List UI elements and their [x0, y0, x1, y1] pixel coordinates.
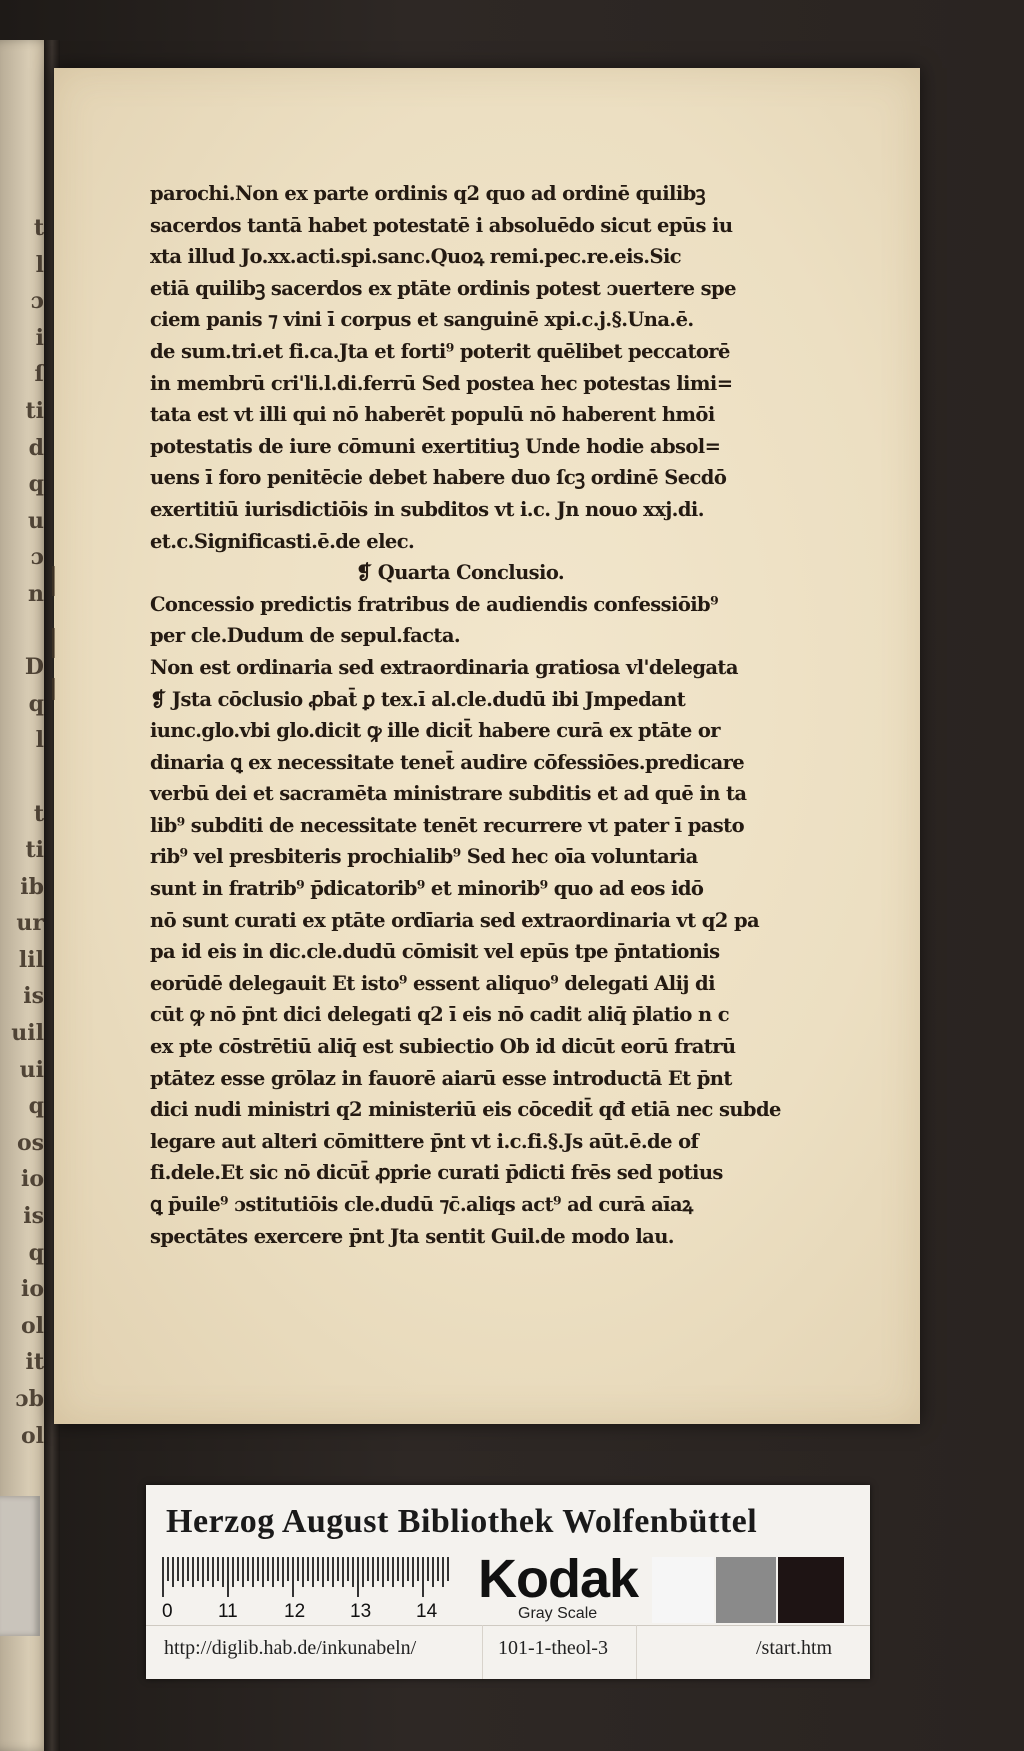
ruler-tick [177, 1557, 179, 1581]
text-line: fi.dele.Et sic nō dicūt̄ ꝓprie curati p̄dicti frēs sed potius [150, 1161, 723, 1185]
ruler-number: 14 [416, 1601, 438, 1622]
text-line: lib⁹ subditi de necessitate tenēt recurrere vt pater ī pasto [150, 813, 744, 837]
text-line: spectātes exercere p̄nt Jta sentit Guil.de modo lau. [150, 1224, 674, 1248]
text-line: iunc.glo.vbi glo.dicit ꝙ ille dicit̄ habere curā ex ptāte or [150, 719, 720, 743]
text-line: pa id eis in dic.cle.dudū cōmisit vel epūs tpe p̄ntationis [150, 940, 720, 964]
ruler-tick [302, 1557, 304, 1587]
ruler-tick [257, 1557, 259, 1581]
ruler-tick [162, 1557, 164, 1597]
text-line: ptātez esse grōlaz in fauorē aiarū esse introductā Et p̄nt [150, 1066, 732, 1090]
ruler-tick [427, 1557, 429, 1581]
margin-mark [52, 628, 55, 658]
ruler-tick [402, 1557, 404, 1587]
ruler-tick [397, 1557, 399, 1581]
ruler-tick [317, 1557, 319, 1581]
card-divider [146, 1625, 870, 1626]
gray-scale-label: Gray Scale [518, 1605, 598, 1622]
ruler-tick [422, 1557, 424, 1597]
ruler-tick [437, 1557, 439, 1581]
url-separator [482, 1625, 483, 1679]
text-line: sacerdos tantā habet potestatē i absoluēdo sicut epūs iu [150, 213, 733, 237]
ruler-tick [187, 1557, 189, 1581]
ruler-tick [387, 1557, 389, 1581]
ruler-tick [232, 1557, 234, 1587]
url-shelfmark: 101-1-theol-3 [498, 1637, 608, 1659]
text-line: potestatis de iure cōmuni exertitiuꝫ Unde hodie absol= [150, 434, 721, 458]
ruler-tick [432, 1557, 434, 1587]
text-line: rib⁹ vel presbiteris prochialib⁹ Sed hec oīa voluntaria [150, 845, 698, 869]
url-base: http://diglib.hab.de/inkunabeln/ [164, 1637, 417, 1659]
shelf-label-sticker [0, 1496, 40, 1636]
text-line: Non est ordinaria sed extraordinaria gratiosa vl'delegata [150, 655, 738, 679]
text-line: uens ī foro penitēcie debet habere duo ſcꝫ ordinē Secdō [150, 466, 727, 490]
ruler-tick [362, 1557, 364, 1587]
ruler-tick [357, 1557, 359, 1597]
text-line: in membrū cri'li.l.di.ferrū Sed postea hec potestas limi= [150, 371, 733, 395]
ruler-tick [227, 1557, 229, 1597]
ruler-tick [172, 1557, 174, 1587]
ruler-tick [332, 1557, 334, 1587]
ruler-tick [417, 1557, 419, 1581]
page-text [150, 178, 810, 1252]
text-line: sunt in fratrib⁹ p̄dicatorib⁹ et minorib⁹ quo ad eos idō [150, 877, 704, 901]
facing-page-text-fragments: t l ɔ i ſ ti d q u ɔ n D q l t ti ib ur lil is uil ui q os io is q io ol it ɔb ol [11, 215, 44, 1449]
ruler-number: 11 [218, 1601, 238, 1622]
text-line: dici nudi ministri q2 ministeriū eis cōcedit̄ qđ etiā nec subde [150, 1098, 781, 1122]
margin-mark [52, 566, 55, 596]
ruler-tick [407, 1557, 409, 1581]
library-title: Herzog August Bibliothek Wolfenbüttel [166, 1503, 758, 1540]
text-line: per cle.Dudum de sepul.facta. [150, 624, 461, 648]
text-line: ꝗ p̄uile⁹ ɔstitutiōis cle.dudū ⁊c̄.aliqs act⁹ ad curā aīaꝝ [150, 1193, 693, 1216]
ruler-number: 0 [162, 1601, 173, 1622]
ruler-tick [247, 1557, 249, 1581]
text-line: de sum.tri.et fi.ca.Jta et forti⁹ poterit quēlibet peccatorē [150, 339, 730, 363]
ruler-tick [262, 1557, 264, 1587]
ruler-tick [217, 1557, 219, 1581]
ruler-tick [167, 1557, 169, 1581]
ruler-tick [282, 1557, 284, 1587]
text-line: xta illud Jo.xx.acti.spi.sanc.Quoꝝ remi.pec.re.eis.Sic [150, 245, 682, 269]
kodak-logo: Kodak [478, 1549, 639, 1609]
ruler-tick [307, 1557, 309, 1581]
ruler-tick [292, 1557, 294, 1597]
ruler-tick [392, 1557, 394, 1587]
ruler-tick [337, 1557, 339, 1581]
url-separator [636, 1625, 637, 1679]
ruler-tick [297, 1557, 299, 1581]
gray-swatch [716, 1557, 776, 1623]
ruler-tick [212, 1557, 214, 1587]
ruler-tick [267, 1557, 269, 1581]
scale-ruler [162, 1557, 452, 1599]
ruler-tick [207, 1557, 209, 1581]
calibration-card [146, 1485, 870, 1679]
ruler-tick [327, 1557, 329, 1581]
ruler-tick [287, 1557, 289, 1581]
ruler-number: 12 [284, 1601, 306, 1622]
text-line: verbū dei et sacramēta ministrare subditis et ad quē in ta [150, 782, 747, 806]
ruler-tick [347, 1557, 349, 1581]
text-line: ❡ Jsta cōclusio ꝓbat̄ ꝑ tex.ī al.cle.dudū ibi Jmpedant [150, 687, 686, 711]
url-page: /start.htm [756, 1637, 833, 1659]
ruler-tick [352, 1557, 354, 1587]
ruler-tick [367, 1557, 369, 1581]
text-line: etiā quilibꝫ sacerdos ex ptāte ordinis potest ɔuertere spe [150, 276, 736, 300]
text-line: parochi.Non ex parte ordinis q2 quo ad ordinē quilibꝫ [150, 182, 706, 205]
text-line: et.c.Significasti.ē.de elec. [150, 529, 415, 553]
text-line: legare aut alteri cōmittere p̄nt vt i.c.fi.§.Js aūt.ē.de of [150, 1129, 699, 1153]
text-line: ex pte cōstrētiū aliq̄ est subiectio Ob id dicūt eorū fratrū [150, 1035, 736, 1059]
white-swatch [652, 1557, 714, 1623]
margin-mark [52, 678, 55, 700]
ruler-tick [312, 1557, 314, 1587]
ruler-tick [202, 1557, 204, 1587]
ruler-tick [252, 1557, 254, 1587]
text-line: tata est vt illi qui nō haberēt populū nō haberent hmōi [150, 403, 715, 427]
text-line: ciem panis ⁊ vini ī corpus et sanguinē xpi.c.j.§.Una.ē. [150, 308, 694, 332]
ruler-tick [192, 1557, 194, 1587]
text-line: eorūdē delegauit Et isto⁹ essent aliquo⁹ delegati Alij di [150, 971, 715, 995]
ruler-tick [442, 1557, 444, 1587]
ruler-tick [272, 1557, 274, 1587]
ruler-tick [277, 1557, 279, 1581]
ruler-tick [382, 1557, 384, 1587]
manuscript-page [54, 68, 920, 1424]
text-line: nō sunt curati ex ptāte ordīaria sed extraordinaria vt q2 pa [150, 908, 760, 932]
black-swatch [778, 1557, 844, 1623]
text-line: exertitiū iurisdictiōis in subditos vt i.c. Jn nouo xxj.di. [150, 497, 704, 521]
text-line: cūt ꝙ nō p̄nt dici delegati q2 ī eis nō cadit aliq̄ p̄latio n c [150, 1003, 729, 1027]
ruler-tick [242, 1557, 244, 1587]
ruler-tick [182, 1557, 184, 1587]
ruler-numbers [162, 1601, 462, 1625]
ruler-tick [377, 1557, 379, 1581]
ruler-tick [372, 1557, 374, 1587]
ruler-tick [447, 1557, 449, 1581]
ruler-tick [222, 1557, 224, 1587]
ruler-tick [412, 1557, 414, 1587]
ruler-tick [237, 1557, 239, 1581]
section-heading: ❡ Quarta Conclusio. [355, 561, 565, 585]
ruler-number: 13 [350, 1601, 372, 1622]
ruler-tick [322, 1557, 324, 1587]
text-line: dinaria ꝗ ex necessitate tenet̄ audire cōfessiōes.predicare [150, 750, 745, 774]
ruler-tick [342, 1557, 344, 1587]
ruler-tick [197, 1557, 199, 1581]
text-line: Concessio predictis fratribus de audiendis confessiōib⁹ [150, 592, 719, 616]
